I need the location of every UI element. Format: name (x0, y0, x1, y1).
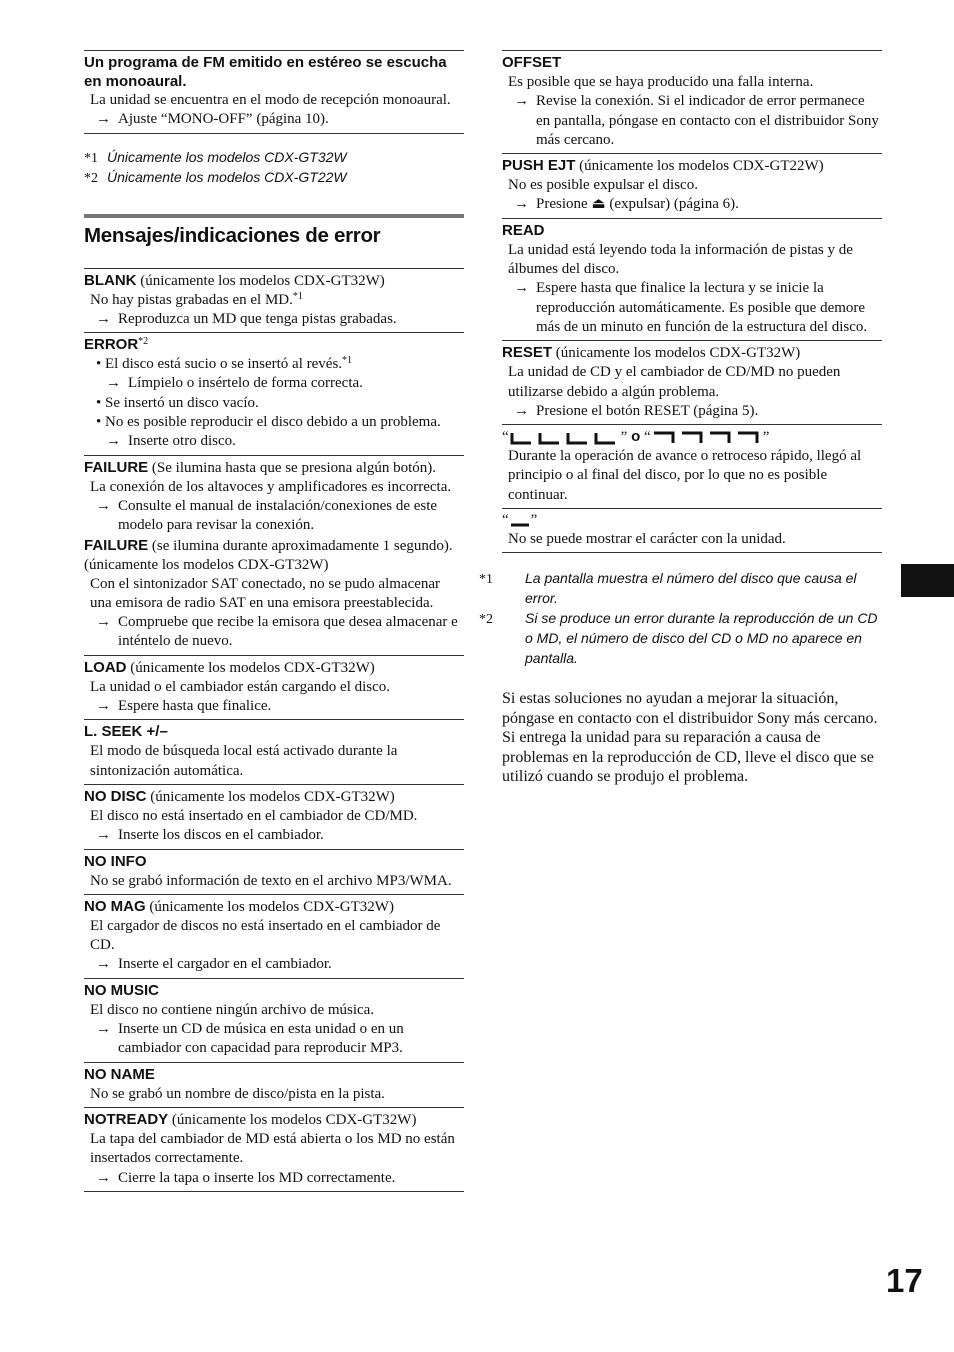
entry-pushejt: PUSH EJT (únicamente los modelos CDX-GT22W) No es posible expulsar el disco. → Presione ⏏ (expulsar) (página 6). (502, 153, 882, 218)
entry-fm-mono (84, 50, 464, 134)
arrow-icon: → (96, 310, 111, 327)
arrow-icon: → (514, 280, 529, 297)
entry-segments: “ ” o “ ” Durante la operación de avance o retroceso rápido, llegó al principio o al final del disco, por lo que no es posible continuar. (502, 424, 882, 508)
right-column (479, 50, 882, 787)
entry-nomusic: NO MUSIC El disco no contiene ningún archivo de música. → Inserte un CD de música en esta unidad o en un cambiador con capacidad para reproducir MP3. (84, 978, 464, 1062)
closing-paragraph: Si estas soluciones no ayudan a mejorar la situación, póngase en contacto con el distribuidor Sony más cercano. (502, 690, 878, 727)
top-segments-icon (651, 431, 763, 445)
left-column (84, 50, 464, 1192)
section-tab-marker (901, 564, 954, 597)
arrow-icon: → (514, 402, 529, 419)
entry-lseek: L. SEEK +/– El modo de búsqueda local está activado durante la sintonización automática. (84, 719, 464, 784)
segment-display-line: “ ” o “ ” (502, 428, 770, 446)
arrow-icon: → (96, 1021, 111, 1038)
entry-notready: NOTREADY (únicamente los modelos CDX-GT32W) La tapa del cambiador de MD está abierta o los MD no están insertados correctamente. → Cierre la tapa o inserte los MD correctamente. (84, 1107, 464, 1192)
dash-segment-icon (509, 514, 531, 528)
entry-body: La unidad se encuentra en el modo de recepción monoaural. (90, 92, 451, 108)
entry-blank: BLANK (únicamente los modelos CDX-GT32W) No hay pistas grabadas en el MD.$^{*1}$ → Reproduzca un MD que tenga pistas grabadas. (84, 268, 464, 333)
entry-nodisc: NO DISC (únicamente los modelos CDX-GT32W) El disco no está insertado en el cambiador de CD/MD. → Inserte los discos en el cambiador. (84, 784, 464, 849)
section-title: Mensajes/indicaciones de error (84, 214, 464, 248)
arrow-icon: → (514, 93, 529, 110)
closing-notes (502, 689, 882, 787)
bottom-segments-icon (509, 431, 621, 445)
arrow-icon: → (96, 956, 111, 973)
footnote: *1 Únicamente los modelos CDX-GT32W (84, 148, 347, 166)
arrow-icon: → (96, 614, 111, 631)
arrow-icon: → (96, 698, 111, 715)
entry-offset: OFFSET Es posible que se haya producido una falla interna. → Revise la conexión. Si el indicador de error permanece en pantalla, póngase en contacto con el distribuidor Sony más cercano. (502, 50, 882, 153)
entry-reset: RESET (únicamente los modelos CDX-GT32W) La unidad de CD y el cambiador de CD/MD no pueden utilizarse debido a algún problema. → Presione el botón RESET (página 5). (502, 340, 882, 424)
arrow-icon: → (96, 111, 111, 128)
page-number: 17 (886, 1262, 923, 1299)
footnotes-left (84, 148, 464, 188)
entry-nomag: NO MAG (únicamente los modelos CDX-GT32W) El cargador de discos no está insertado en el cambiador de CD. → Inserte el cargador en el cambiador. (84, 894, 464, 978)
entry-arrow: → Ajuste “MONO-OFF” (página 10). (90, 110, 464, 129)
entry-noname: NO NAME No se grabó un nombre de disco/pista en la pista. (84, 1062, 464, 1107)
arrow-icon: → (96, 1169, 111, 1186)
arrow-icon: → (514, 196, 529, 213)
arrow-icon: → (96, 497, 111, 514)
footnote: *1 La pantalla muestra el número del disco que causa el error. (479, 570, 857, 607)
entry-load: LOAD (únicamente los modelos CDX-GT32W) La unidad o el cambiador están cargando el disco. → Espere hasta que finalice. (84, 655, 464, 720)
footnotes-right (479, 569, 882, 669)
arrow-icon: → (106, 433, 121, 450)
entry-title: Un programa de FM emitido en estéreo se escucha en monoaural. (84, 54, 447, 90)
entry-error: ERROR$^{*2}$ • El disco está sucio o se insertó al revés.$^{*1}$ → Límpielo o insértelo de forma correcta. • Se insertó un disco vacío. • No es posible reproducir el disco debido a un problema. → Inserte otro disco. (84, 332, 464, 454)
entry-noinfo: NO INFO No se grabó información de texto en el archivo MP3/WMA. (84, 849, 464, 894)
error-list (84, 268, 464, 1192)
entry-read: READ La unidad está leyendo toda la información de pistas y de álbumes del disco. → Espere hasta que finalice la lectura y se inicie la reproducción automáticamente. Es posible que demore más de un minuto en función de la estructura del disco. (502, 218, 882, 340)
footnote: *2 Únicamente los modelos CDX-GT22W (84, 168, 347, 186)
closing-paragraph: Si entrega la unidad para su reparación a causa de problemas en la reproducción de CD, lleve el disco que se utilizó cuando se produjo el problema. (502, 729, 874, 786)
footnote: *2 Si se produce un error durante la reproducción de un CD o MD, el número de disco del CD o MD no aparece en pantalla. (479, 610, 878, 667)
arrow-icon: → (106, 375, 121, 392)
arrow-icon: → (96, 827, 111, 844)
entry-failure: FAILURE (Se ilumina hasta que se presiona algún botón). La conexión de los altavoces y amplificadores es incorrecta. → Consulte el manual de instalación/conexiones de este modelo para revisar la conexión. FAILURE (se ilumina durante aproximadamente 1 segundo). (únicamente los modelos CDX-GT32W) Con el sintonizador SAT conectado, no se pudo almacenar una emisora de radio SAT en una emisora preestablecida. → Compruebe que recibe la emisora que desea almacenar e inténtelo de nuevo. (84, 455, 464, 655)
entry-dash: “ ” No se puede mostrar el carácter con la unidad. (502, 508, 882, 553)
